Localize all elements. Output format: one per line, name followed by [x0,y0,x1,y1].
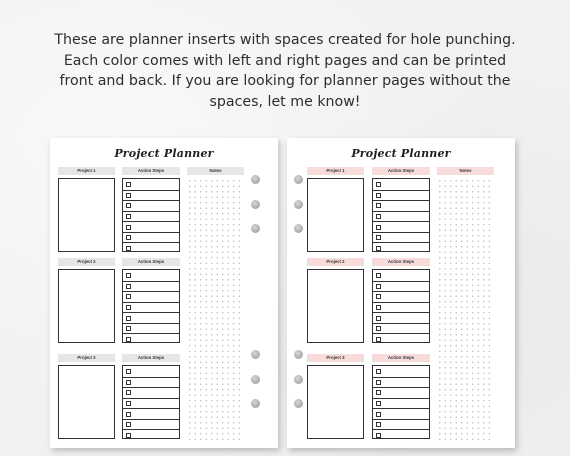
checkbox-icon [376,193,381,198]
action-steps-list [122,178,180,252]
project-box [58,365,115,439]
checkbox-icon [126,225,131,230]
checkbox-icon [126,284,131,289]
action-steps-header: Action Steps [372,354,430,362]
checkbox-icon [126,433,131,438]
checkbox-icon [376,273,381,278]
project-box [58,178,115,252]
project-header: Project 1 [58,167,115,175]
checkbox-icon [376,337,381,342]
caption-line-4: spaces, let me know! [209,93,361,110]
checkbox-icon [126,235,131,240]
page-title: Project Planner [114,147,214,160]
checkbox-icon [126,294,131,299]
checkbox-icon [126,182,131,187]
checkbox-icon [126,193,131,198]
checkbox-icon [126,214,131,219]
caption-line-2: Each color comes with left and right pages and can be printed [63,52,507,69]
checkbox-icon [376,369,381,374]
project-box [58,269,115,343]
checkbox-icon [126,337,131,342]
hole-punch-icon [294,350,303,359]
action-steps-list [372,269,430,343]
action-steps-list [122,365,180,439]
checkbox-icon [376,433,381,438]
action-steps-list [122,269,180,343]
project-header: Project 2 [58,258,115,266]
project-box [307,178,364,252]
project-box [307,365,364,439]
project-header: Project 1 [307,167,364,175]
checkbox-icon [376,316,381,321]
action-steps-header: Action Steps [372,167,430,175]
checkbox-icon [376,225,381,230]
action-steps-header: Action Steps [122,167,180,175]
action-step-row [373,242,429,253]
checkbox-icon [376,214,381,219]
action-steps-header: Action Steps [122,258,180,266]
hole-punch-icon [294,200,303,209]
checkbox-icon [126,246,131,251]
checkbox-icon [126,369,131,374]
checkbox-icon [126,380,131,385]
project-box [307,269,364,343]
left-planner-page [50,138,278,448]
checkbox-icon [376,412,381,417]
action-step-row [123,242,179,253]
notes-header: Notes [187,167,244,175]
hole-punch-icon [251,224,260,233]
checkbox-icon [376,235,381,240]
checkbox-icon [376,246,381,251]
checkbox-icon [376,284,381,289]
action-step-row [123,429,179,440]
hole-punch-icon [251,399,260,408]
action-steps-list [372,365,430,439]
hole-punch-icon [294,375,303,384]
action-step-row [373,429,429,440]
action-steps-header: Action Steps [122,354,180,362]
checkbox-icon [376,203,381,208]
checkbox-icon [376,401,381,406]
hole-punch-icon [294,175,303,184]
action-steps-list [372,178,430,252]
checkbox-icon [376,390,381,395]
action-step-row [373,333,429,344]
checkbox-icon [126,326,131,331]
checkbox-icon [376,326,381,331]
hole-punch-icon [251,200,260,209]
page-title: Project Planner [351,147,451,160]
checkbox-icon [126,390,131,395]
hole-punch-icon [294,224,303,233]
caption-line-1: These are planner inserts with spaces created for hole punching. [54,32,516,48]
hole-punch-icon [251,350,260,359]
notes-dot-grid [187,178,244,440]
checkbox-icon [376,305,381,310]
project-header: Project 2 [307,258,364,266]
hole-punch-icon [251,375,260,384]
checkbox-icon [126,412,131,417]
notes-header: Notes [437,167,494,175]
right-planner-page [287,138,515,448]
action-step-row [123,333,179,344]
checkbox-icon [126,422,131,427]
hole-punch-icon [251,175,260,184]
caption [0,30,570,112]
caption-line-3: front and back. If you are looking for planner pages without the [59,73,511,89]
checkbox-icon [376,182,381,187]
checkbox-icon [126,316,131,321]
checkbox-icon [126,305,131,310]
notes-dot-grid [437,178,494,440]
checkbox-icon [126,203,131,208]
hole-punch-icon [294,399,303,408]
action-steps-header: Action Steps [372,258,430,266]
checkbox-icon [126,401,131,406]
checkbox-icon [376,380,381,385]
project-header: Project 3 [58,354,115,362]
checkbox-icon [376,294,381,299]
project-header: Project 3 [307,354,364,362]
checkbox-icon [376,422,381,427]
checkbox-icon [126,273,131,278]
